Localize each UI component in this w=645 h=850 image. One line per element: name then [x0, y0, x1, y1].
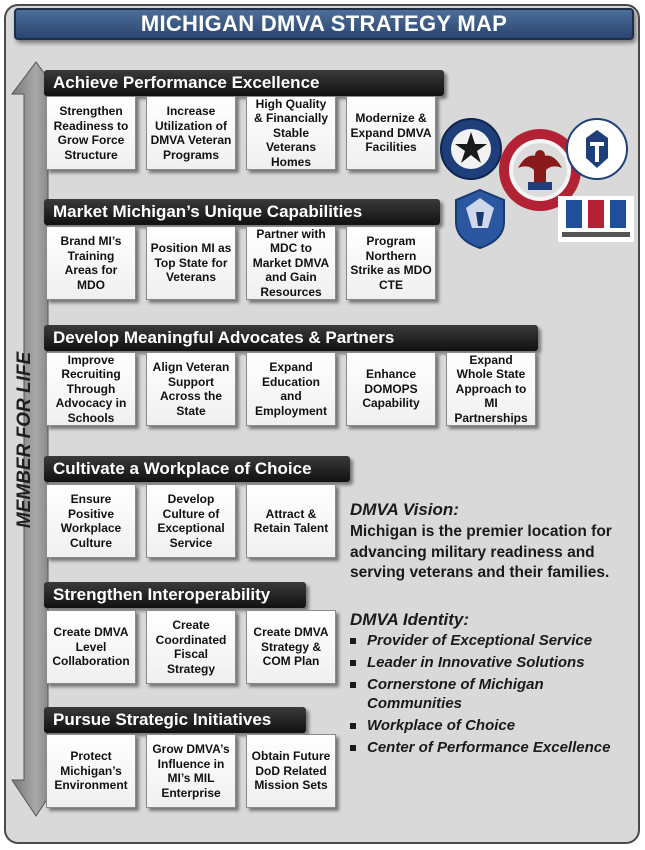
strategy-box: Expand Whole State Approach to MI Partnerships	[446, 352, 536, 426]
bullet-icon	[350, 723, 356, 729]
bullet-icon	[350, 682, 356, 688]
identity-item: Leader in Innovative Solutions	[350, 653, 640, 672]
identity-item: Workplace of Choice	[350, 716, 640, 735]
identity-item: Center of Performance Excellence	[350, 738, 640, 757]
mvh-logo	[558, 196, 634, 242]
strategy-box: High Quality & Financially Stable Veterans Homes	[246, 96, 336, 170]
bullet-icon	[350, 638, 356, 644]
strategy-box: Program Northern Strike as MDO CTE	[346, 226, 436, 300]
strategy-box: Create DMVA Strategy & COM Plan	[246, 610, 336, 684]
strategy-box: Create Coordinated Fiscal Strategy	[146, 610, 236, 684]
objective-header: Market Michigan’s Unique Capabilities	[44, 199, 440, 225]
objective-header: Pursue Strategic Initiatives	[44, 707, 306, 733]
strategy-box: Grow DMVA’s Influence in MI’s MIL Enterprise	[146, 734, 236, 808]
mva-agency-logo	[566, 118, 628, 180]
strategy-box: Align Veteran Support Across the State	[146, 352, 236, 426]
strategy-box: Increase Utilization of DMVA Veteran Programs	[146, 96, 236, 170]
identity-title: DMVA Identity:	[350, 610, 469, 629]
page-title: MICHIGAN DMVA STRATEGY MAP	[14, 8, 634, 40]
vision-text: Michigan is the premier location for advancing military readiness and serving veterans and their families.	[350, 523, 612, 581]
vision-title: DMVA Vision:	[350, 500, 459, 519]
strategy-box: Obtain Future DoD Related Mission Sets	[246, 734, 336, 808]
identity-item: Cornerstone of Michigan Communities	[350, 675, 640, 713]
objective-header: Develop Meaningful Advocates & Partners	[44, 325, 538, 351]
objective-header: Cultivate a Workplace of Choice	[44, 456, 350, 482]
objective-header: Strengthen Interoperability	[44, 582, 306, 608]
identity-list	[350, 631, 640, 760]
strategy-box: Create DMVA Level Collaboration	[46, 610, 136, 684]
strategy-box: Partner with MDC to Market DMVA and Gain Resources	[246, 226, 336, 300]
air-national-guard-logo	[452, 188, 508, 250]
identity-item: Provider of Exceptional Service	[350, 631, 640, 650]
strategy-box: Improve Recruiting Through Advocacy in Schools	[46, 352, 136, 426]
strategy-box: Expand Education and Employment	[246, 352, 336, 426]
army-national-guard-logo	[440, 118, 502, 180]
strategy-box: Enhance DOMOPS Capability	[346, 352, 436, 426]
bullet-icon	[350, 745, 356, 751]
strategy-box: Develop Culture of Exceptional Service	[146, 484, 236, 558]
strategy-box: Protect Michigan’s Environment	[46, 734, 136, 808]
strategy-box: Modernize & Expand DMVA Facilities	[346, 96, 436, 170]
strategy-box: Brand MI’s Training Areas for MDO	[46, 226, 136, 300]
strategy-box: Strengthen Readiness to Grow Force Structure	[46, 96, 136, 170]
strategy-box: Attract & Retain Talent	[246, 484, 336, 558]
objective-header: Achieve Performance Excellence	[44, 70, 444, 96]
strategy-box: Position MI as Top State for Veterans	[146, 226, 236, 300]
bullet-icon	[350, 660, 356, 666]
strategy-box: Ensure Positive Workplace Culture	[46, 484, 136, 558]
member-for-life-label: MEMBER FOR LIFE	[14, 351, 35, 529]
